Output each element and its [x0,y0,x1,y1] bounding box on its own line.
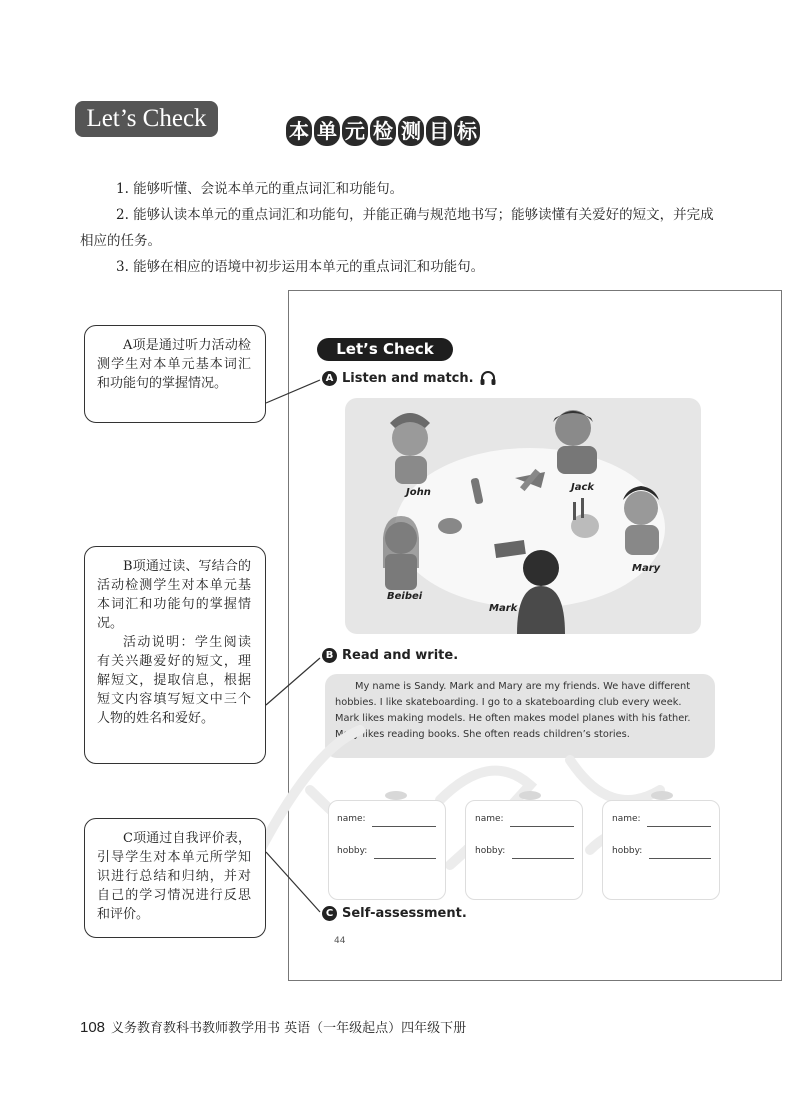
callout-section-b [84,546,266,764]
footer-book-title: 义务教育教科书教师教学用书 英语（一年级起点）四年级下册 [111,1021,467,1036]
callout-b-text: B项通过读、写结合的活动检测学生对本单元基本词汇和功能句的掌握情况。 [97,559,251,631]
textbook-page-number: 44 [334,936,346,946]
callout-b-note: 活动说明：学生阅读有关兴趣爱好的短文，理解短文，提取信息，根据短文内容填写短文中三个人物的姓名和爱好。 [97,635,251,726]
section-b-letter: B [322,648,337,663]
kid-label-mary: Mary [632,563,661,574]
footer-page-number: 108 [80,1019,106,1036]
callout-a-text: A项是通过听力活动检测学生对本单元基本词汇和功能句的掌握情况。 [97,338,251,391]
card-hobby-label: hobby: [337,846,368,856]
kid-label-beibei: Beibei [387,591,423,602]
kid-label-john: John [406,487,431,498]
goal-item: 2. 能够认读本单元的重点词汇和功能句，并能正确与规范地书写；能够读懂有关爱好的短文，并完成相应的任务。 [80,207,714,249]
card-name-label: name: [475,814,504,824]
title-char: 单 [314,116,340,146]
section-b-title: Read and write. [342,648,459,663]
kid-label-mark: Mark [489,603,518,614]
title-char: 目 [426,116,452,146]
goal-item: 1. 能够听懂、会说本单元的重点词汇和功能句。 [116,181,404,197]
title-char: 元 [342,116,368,146]
kid-label-jack: Jack [571,482,595,493]
title-char: 测 [398,116,424,146]
callout-c-text: C项通过自我评价表，引导学生对本单元所学知识进行总结和归纳，并对自己的学习情况进行反思和评价。 [97,831,251,922]
lets-check-badge: Let’s Check [75,101,218,137]
callout-section-a [84,325,266,423]
section-c-title: Self-assessment. [342,906,467,921]
title-char: 本 [286,116,312,146]
card-name-label: name: [337,814,366,824]
passage-text: My name is Sandy. Mark and Mary are my friends. We have different hobbies. I like skateboarding. I go to a skateboarding club every week. Mark likes making models. He often makes model planes with his father. Mary likes reading books. She often reads children’s stories. [335,681,691,740]
section-a-title: Listen and match. [342,370,474,386]
card-hobby-label: hobby: [475,846,506,856]
section-a-letter: A [322,371,337,386]
card-name-label: name: [612,814,641,824]
textbook-lets-check-pill: Let’s Check [317,338,453,361]
section-c-letter: C [322,906,337,921]
title-char: 检 [370,116,396,146]
goal-item: 3. 能够在相应的语境中初步运用本单元的重点词汇和功能句。 [116,259,485,275]
card-hobby-label: hobby: [612,846,643,856]
title-char: 标 [454,116,480,146]
callout-section-c [84,818,266,938]
page-footer [80,1017,466,1036]
